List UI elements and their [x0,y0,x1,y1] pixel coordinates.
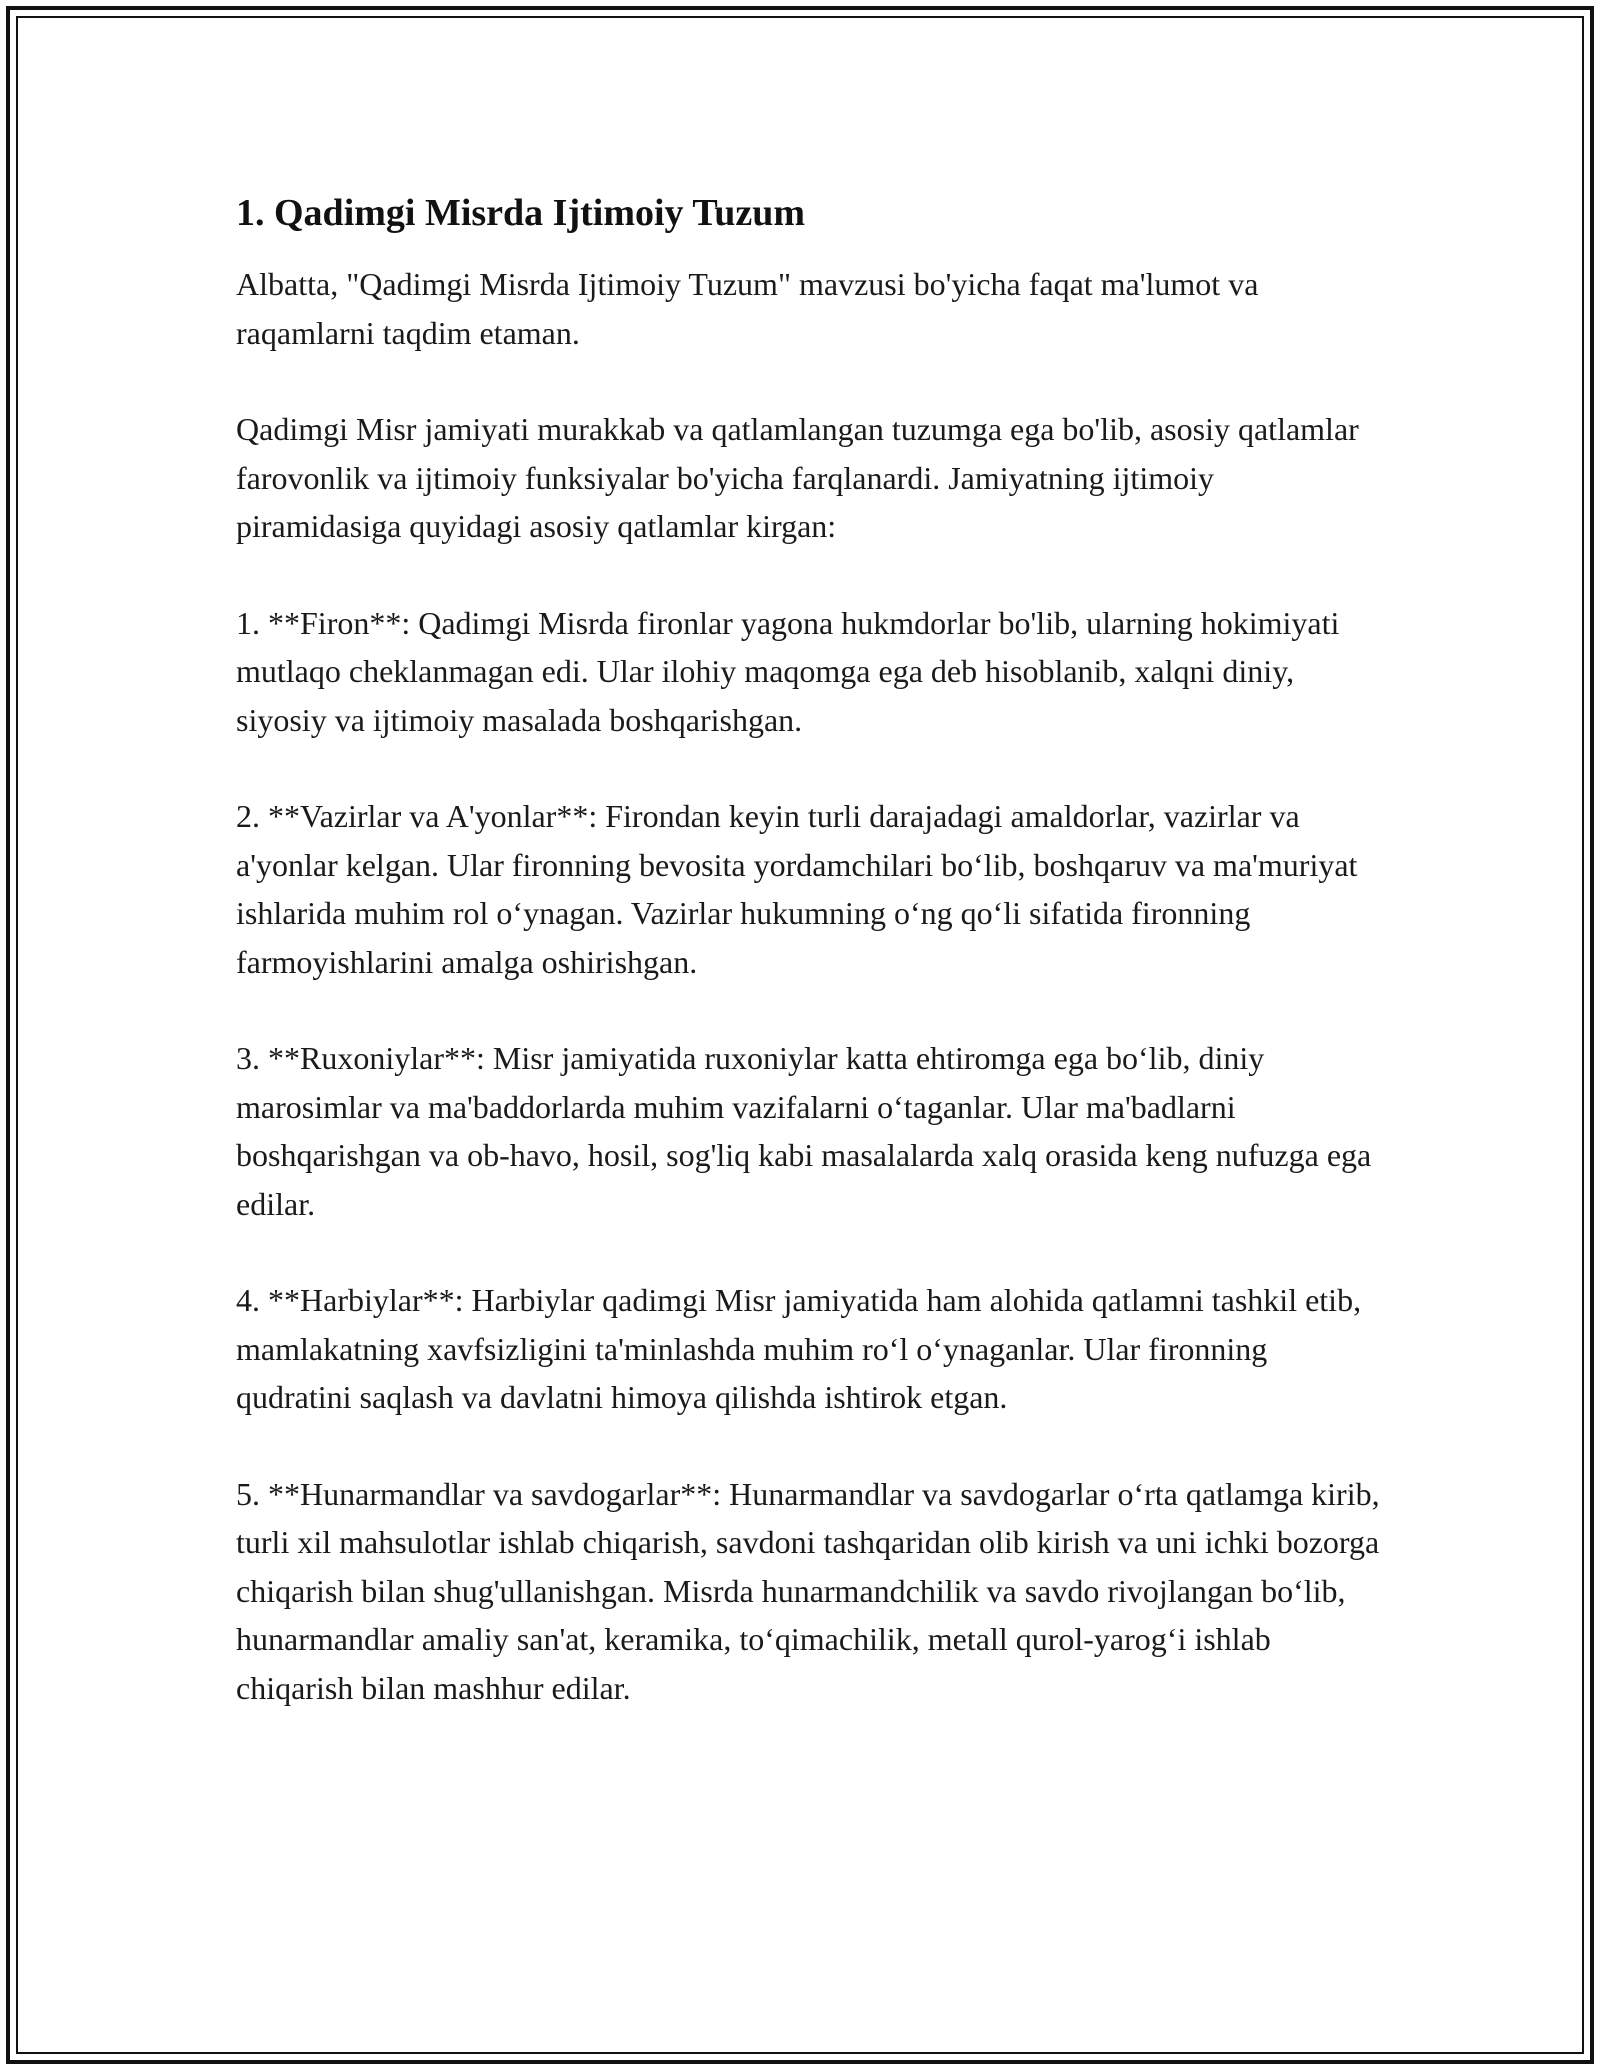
list-item-firon: 1. **Firon**: Qadimgi Misrda fironlar yagona hukmdorlar bo'lib, ularning hokimiyati mutlaqo cheklanmagan edi. Ular ilohiy maqomga ega deb hisoblanib, xalqni diniy, siyosiy va ijtimoiy masalada boshqarishgan. [236,604,1340,738]
document-body [236,186,1386,1760]
list-item-harbiylar: 4. **Harbiylar**: Harbiylar qadimgi Misr jamiyatida ham alohida qatlamni tashkil etib, mamlakatning xavfsizligini ta'minlashda muhim ro‘l o‘ynaganlar. Ular fironning qudratini saqlash va davlatni himoya qilishda ishtirok etgan. [236,1282,1362,1415]
document-title: 1. Qadimgi Misrda Ijtimoiy Tuzum [236,192,805,234]
list-item-ruxoniylar: 3. **Ruxoniylar**: Misr jamiyatida ruxoniylar katta ehtiromga ega bo‘lib, diniy marosimlar va ma'baddorlarda muhim vazifalarni o‘taganlar. Ular ma'badlarni boshqarishgan va ob-havo, hosil, sog'liq kabi masalalarda xalq orasida keng nufuzga ega edilar. [236,1040,1372,1222]
list-item-vazirlar: 2. **Vazirlar va A'yonlar**: Firondan keyin turli darajadagi amaldorlar, vazirlar va a'yonlar kelgan. Ular fironning bevosita yordamchilari bo‘lib, boshqaruv va ma'muriyat ishlarida muhim rol o‘ynagan. Vazirlar hukumning o‘ng qo‘li sifatida fironning farmoyishlarini amalga oshirishgan. [236,798,1358,980]
paragraph-overview: Qadimgi Misr jamiyati murakkab va qatlamlangan tuzumga ega bo'lib, asosiy qatlamlar farovonlik va ijtimoiy funksiyalar bo'yicha farqlanardi. Jamiyatning ijtimoiy piramidasiga quyidagi asosiy qatlamlar kirgan: [236,411,1359,544]
list-item-hunarmandlar: 5. **Hunarmandlar va savdogarlar**: Hunarmandlar va savdogarlar o‘rta qatlamga kirib, turli xil mahsulotlar ishlab chiqarish, savdoni tashqaridan olib kirish va uni ichki bozorga chiqarish bilan shug'ullanishgan. Misrda hunarmandchilik va savdo rivojlangan bo‘lib, hunarmandlar amaliy san'at, keramika, to‘qimachilik, metall qurol-yarog‘i ishlab chiqarish bilan mashhur edilar. [236,1475,1380,1706]
paragraph-intro: Albatta, "Qadimgi Misrda Ijtimoiy Tuzum" mavzusi bo'yicha faqat ma'lumot va raqamlarni taqdim etaman. [236,266,1259,351]
